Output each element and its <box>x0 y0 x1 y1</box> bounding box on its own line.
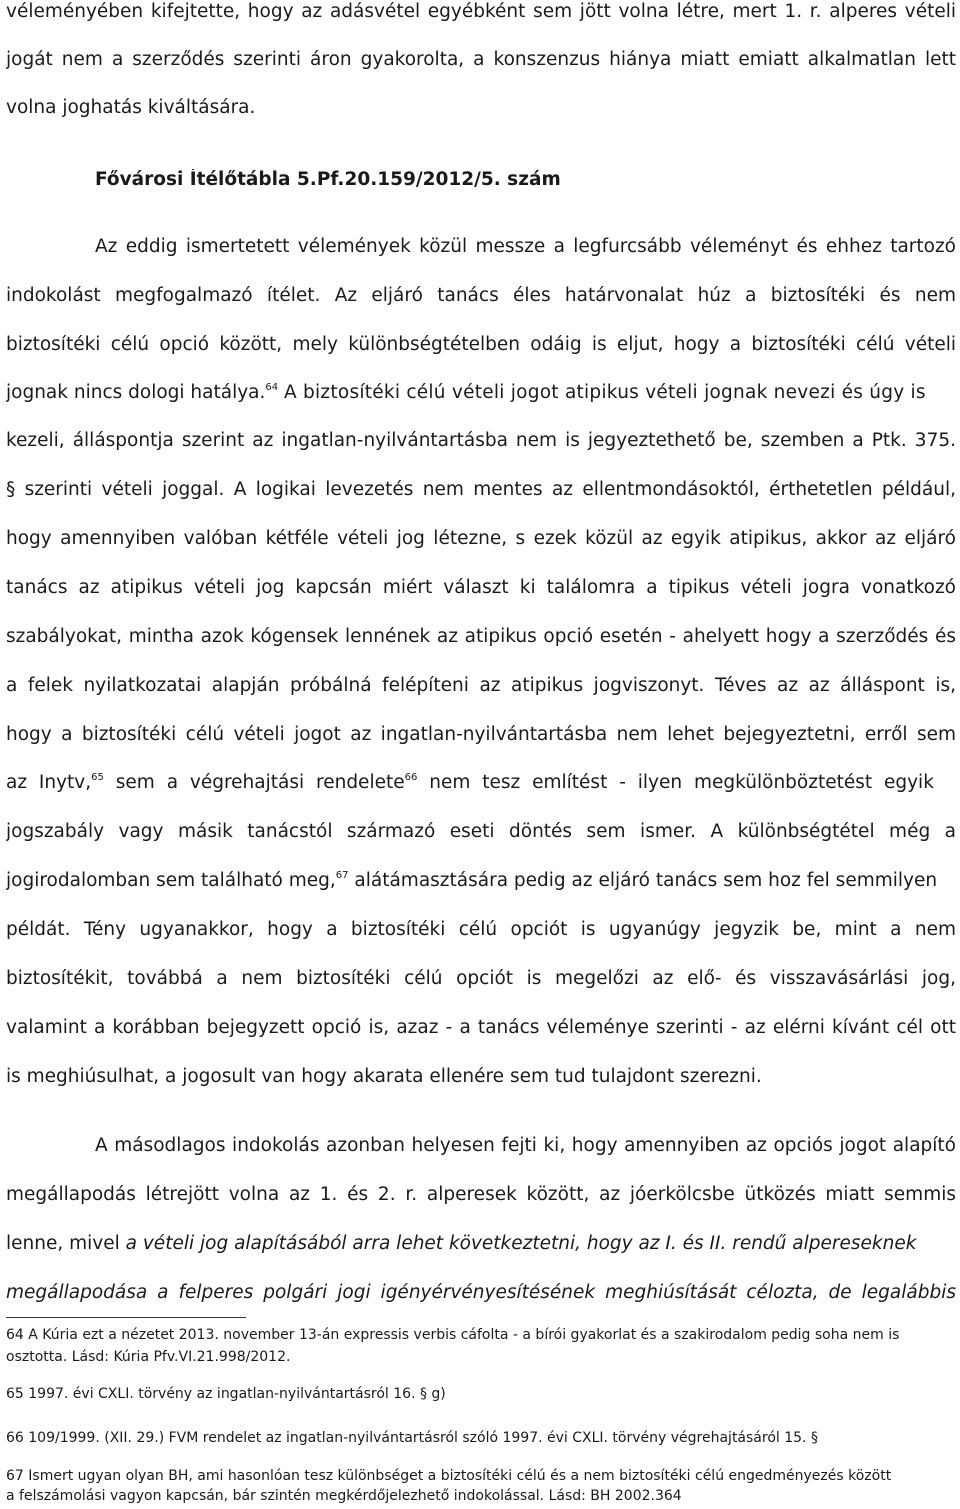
text-line: indokolást megfogalmazó ítélet. Az eljáró tanács éles határvonalat húz a biztosítéki és nem <box>6 285 956 306</box>
text-line: tanács az atipikus vételi jog kapcsán miért választ ki találomra a tipikus vételi jogra vonatkozó <box>6 577 956 598</box>
text-line: megállapodás létrejött volna az 1. és 2. r. alperesek között, az jóerkölcsbe ütközés miatt semmis <box>6 1184 956 1205</box>
footnote-67-cont: a felszámolási vagyon kapcsán, bár szintén megkérdőjelezhető indokolással. Lásd: BH 2002.364 <box>6 1488 682 1504</box>
text-line: szabályokat, mintha azok kógensek lennének az atipikus opció esetén - ahelyett hogy a szerződés és <box>6 626 956 647</box>
text-line: biztosítéki célú opció között, mely különbségtételben odáig is eljut, hogy a biztosítéki célú vételi <box>6 334 956 355</box>
text-line: valamint a korábban bejegyzett opció is, azaz - a tanács véleménye szerinti - az elérni kívánt cél ott <box>6 1017 956 1038</box>
text-line: hogy a biztosítéki célú vételi jogot az ingatlan-nyilvántartásba nem lehet bejegyeztetni, erről sem <box>6 724 956 745</box>
footnote-64: 64 A Kúria ezt a nézetet 2013. november 13-án expressis verbis cáfolta - a bírói gyakorlat és a szakirodalom pedig soha nem is <box>6 1327 900 1343</box>
italic-quote: megállapodása a felperes polgári jogi igényérvényesítésének meghiúsítását célozta, de legalábbis <box>6 1282 956 1303</box>
text-line: jogát nem a szerződés szerinti áron gyakorolta, a konszenzus hiánya miatt emiatt alkalmatlan lett <box>6 49 956 70</box>
text-line: hogy amennyiben valóban kétféle vételi jog létezne, s ezek közül az egyik atipikus, akkor az eljáró <box>6 528 956 549</box>
text-line <box>6 870 956 892</box>
case-heading: Fővárosi Ítélőtábla 5.Pf.20.159/2012/5. szám <box>95 169 561 190</box>
footnote-ref: 67 <box>335 870 349 881</box>
footnote-ref: 65 <box>91 772 104 783</box>
footnote-64-cont: osztotta. Lásd: Kúria Pfv.VI.21.998/2012. <box>6 1349 291 1365</box>
text-line: kezeli, álláspontja szerint az ingatlan-nyilvántartásba nem is jegyeztethető be, szemben a Ptk. 375. <box>6 430 956 451</box>
text-line: Az eddig ismertetett vélemények közül messze a legfurcsább véleményt és ehhez tartozó <box>95 236 956 257</box>
text-line: példát. Tény ugyanakkor, hogy a biztosítéki célú opciót is ugyanúgy jegyzik be, mint a nem <box>6 919 956 940</box>
text-fragment: sem a végrehajtási rendelete <box>115 772 405 793</box>
footnote-67: 67 Ismert ugyan olyan BH, ami hasonlóan tesz különbséget a biztosítéki célú és a nem biztosítéki célú engedményezés között <box>6 1468 892 1484</box>
footnote-65: 65 1997. évi CXLI. törvény az ingatlan-nyilvántartásról 16. § g) <box>6 1386 446 1402</box>
text-fragment: nem tesz említést - ilyen megkülönböztetést egyik <box>429 772 934 793</box>
text-line: véleményében kifejtette, hogy az adásvétel egyébként sem jött volna létre, mert 1. r. alperes vételi <box>6 1 956 22</box>
text-fragment: jognak nincs dologi hatálya. <box>6 382 266 403</box>
text-line: volna joghatás kiváltására. <box>6 97 256 118</box>
text-line: § szerinti vételi joggal. A logikai levezetés nem mentes az ellentmondásoktól, érthetetlen például, <box>6 479 956 500</box>
text-fragment: az Inytv, <box>6 772 92 793</box>
footnote-separator <box>6 1317 246 1318</box>
text-line: jogszabály vagy másik tanácstól származó eseti döntés sem ismer. A különbségtétel még a <box>6 821 956 842</box>
text-fragment: jogirodalomban sem található meg, <box>6 870 336 891</box>
text-line: a felek nyilatkozatai alapján próbálná felépíteni az atipikus jogviszonyt. Téves az az álláspont is, <box>6 675 956 696</box>
text-fragment: alátámasztására pedig az eljáró tanács sem hoz fel semmilyen <box>354 870 938 891</box>
text-line <box>6 1233 956 1255</box>
text-line: biztosítékit, továbbá a nem biztosítéki célú opciót is megelőzi az elő- és visszavásárlási jog, <box>6 968 956 989</box>
text-line: is meghiúsulhat, a jogosult van hogy akarata ellenére sem tud tulajdont szerezni. <box>6 1066 762 1087</box>
text-line: A másodlagos indokolás azonban helyesen fejti ki, hogy amennyiben az opciós jogot alapító <box>95 1135 956 1156</box>
text-line <box>6 772 956 794</box>
footnote-ref: 66 <box>404 772 418 783</box>
text-fragment: lenne, mivel <box>6 1233 120 1254</box>
footnote-ref: 64 <box>265 382 279 393</box>
text-line <box>6 382 956 404</box>
text-fragment: A biztosítéki célú vételi jogot atipikus vételi jognak nevezi és úgy is <box>284 382 926 403</box>
italic-quote: a vételi jog alapításából arra lehet következtetni, hogy az I. és II. rendű alpereseknek <box>125 1233 917 1254</box>
footnote-66: 66 109/1999. (XII. 29.) FVM rendelet az ingatlan-nyilvántartásról szóló 1997. évi CXLI. törvény végrehajtásáról 15. § <box>6 1430 818 1446</box>
